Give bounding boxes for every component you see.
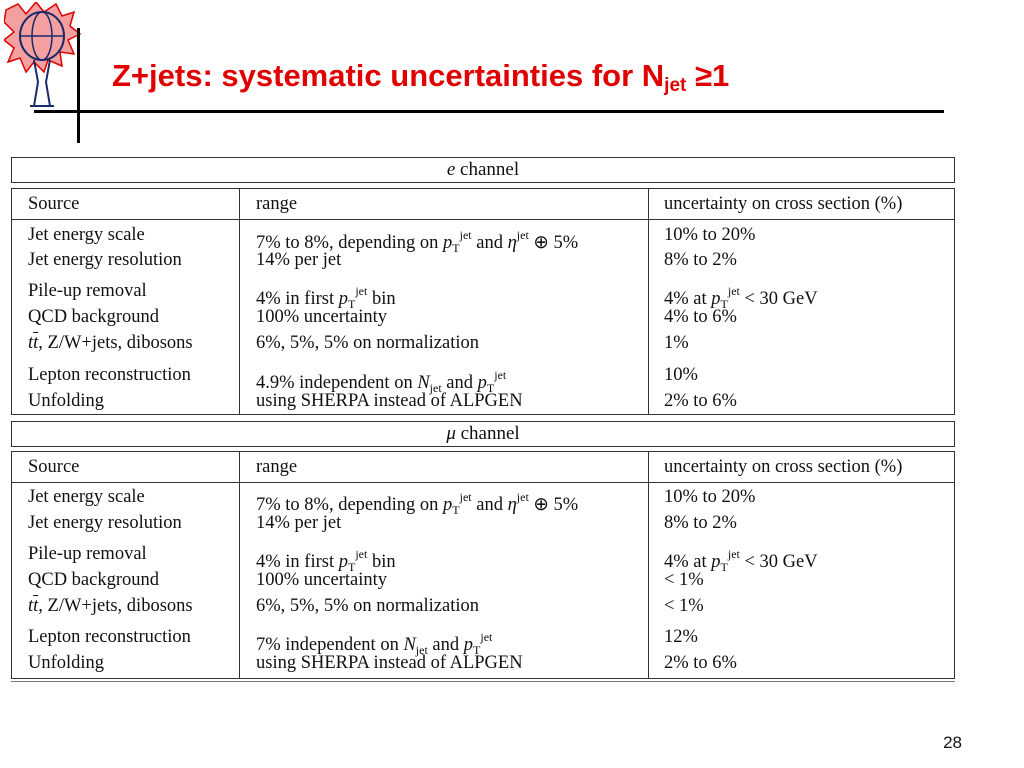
table-row: 10%	[664, 365, 698, 385]
table-row: using SHERPA instead of ALPGEN	[256, 391, 523, 411]
table-row: Jet energy resolution	[28, 513, 182, 533]
table-row: 2% to 6%	[664, 391, 737, 411]
mu-channel-table	[11, 451, 955, 679]
table-row: 7% independent on $N_{jet}$ and $p_T^{jet}$	[256, 630, 493, 657]
table-row: 12%	[664, 627, 698, 647]
header-uncertainty: uncertainty on cross section (%)	[664, 457, 903, 477]
table-row: Jet energy resolution	[28, 250, 182, 270]
table-row: 6%, 5%, 5% on normalization	[256, 596, 479, 616]
table-row: QCD background	[28, 570, 160, 590]
table-row: Pile-up removal	[28, 281, 147, 301]
header-range: range	[256, 457, 298, 477]
table-row: 14% per jet	[256, 250, 342, 270]
slide-title: Z+jets: systematic uncertainties for $N_{jet} \ge 1$	[112, 58, 730, 96]
header-source: Source	[28, 457, 80, 477]
table-row: 4% in first $p_T^{jet}$ bin	[256, 284, 396, 311]
table-row: < 1%	[664, 570, 704, 590]
table-row: 2% to 6%	[664, 653, 737, 673]
table-row: 4% at $p_T^{jet} < 30$ GeV	[664, 284, 818, 311]
table-row: 1%	[664, 333, 689, 353]
title-horizontal-rule	[34, 110, 944, 113]
title-vertical-rule	[77, 28, 80, 143]
atlas-logo-icon	[4, 2, 82, 114]
e-channel-table	[11, 188, 955, 415]
table-row: Unfolding	[28, 653, 105, 673]
table-row: 10% to 20%	[664, 487, 756, 507]
header-range: range	[256, 194, 298, 214]
table-row: $t\overline{t}$, Z/W+jets, dibosons	[28, 596, 193, 616]
table-row: 100% uncertainty	[256, 307, 387, 327]
table-bottom-rule	[11, 681, 955, 682]
table-row: Jet energy scale	[28, 225, 145, 245]
table-row: Jet energy scale	[28, 487, 145, 507]
header-uncertainty: uncertainty on cross section (%)	[664, 194, 903, 214]
table-row: 4.9% independent on $N_{jet}$ and $p_T^{jet}$	[256, 368, 507, 395]
table-row: QCD background	[28, 307, 160, 327]
table-row: 6%, 5%, 5% on normalization	[256, 333, 479, 353]
table-row: 8% to 2%	[664, 250, 737, 270]
table-row: 100% uncertainty	[256, 570, 387, 590]
table-row: Lepton reconstruction	[28, 365, 191, 385]
table-row: Pile-up removal	[28, 544, 147, 564]
e-channel-heading: e channel	[11, 157, 955, 183]
mu-channel-heading: μ channel	[11, 421, 955, 447]
table-row: $t\overline{t}$, Z/W+jets, dibosons	[28, 333, 193, 353]
table-row: 4% in first $p_T^{jet}$ bin	[256, 547, 396, 574]
table-row: Unfolding	[28, 391, 105, 411]
table-row: 14% per jet	[256, 513, 342, 533]
page-number: 28	[943, 733, 962, 752]
table-row: 4% at $p_T^{jet} < 30$ GeV	[664, 547, 818, 574]
table-row: < 1%	[664, 596, 704, 616]
header-source: Source	[28, 194, 80, 214]
table-row: using SHERPA instead of ALPGEN	[256, 653, 523, 673]
table-row: 8% to 2%	[664, 513, 737, 533]
table-row: 4% to 6%	[664, 307, 737, 327]
table-row: 10% to 20%	[664, 225, 756, 245]
table-row: 7% to 8%, depending on $p_T^{jet}$ and $\eta^{jet}$ ⊕ 5%	[256, 490, 579, 517]
table-row: Lepton reconstruction	[28, 627, 191, 647]
table-row: 7% to 8%, depending on $p_T^{jet}$ and $\eta^{jet}$ ⊕ 5%	[256, 228, 579, 255]
